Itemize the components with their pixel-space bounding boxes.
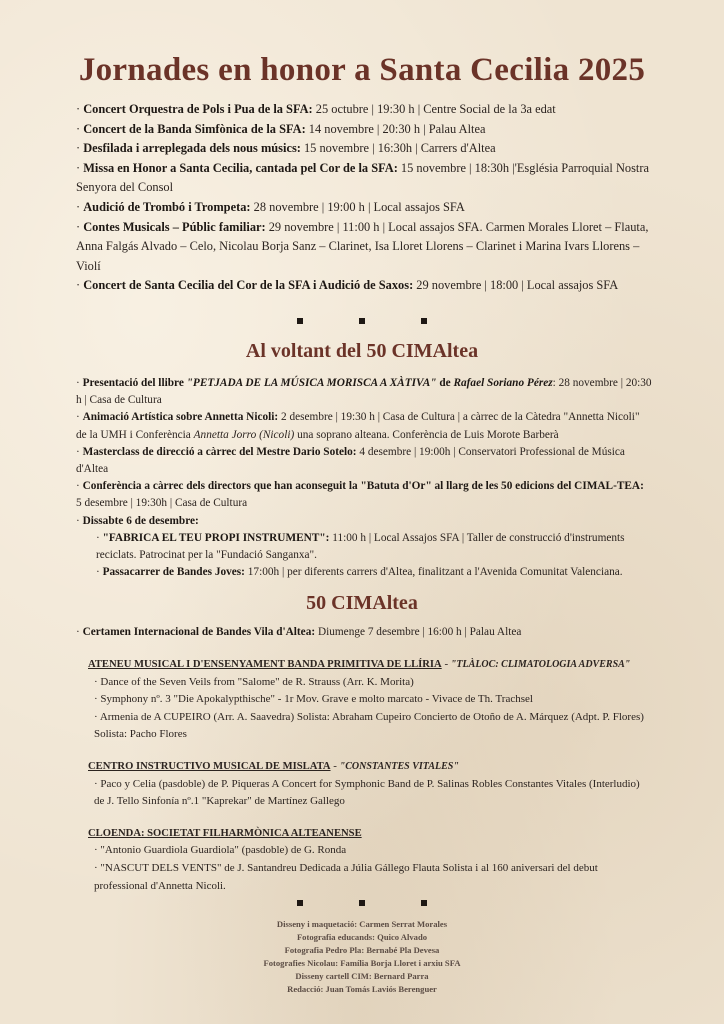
event-item: · Masterclass de direcció a càrrec del Mestre Dario Sotelo: 4 desembre | 19:00h | Conservatori Professional de Música d'Altea xyxy=(76,445,625,476)
piece-text: Paco y Celia (pasdoble) de P. Piqueras A Concert for Symphonic Band de P. Salinas Robles Constantes Vitales (Interludio) de J. Tello Sinfonía nº.1 "Kaprekar" de Martínez Gallego xyxy=(94,777,640,808)
event-item: · Missa en Honor a Santa Cecilia, cantada pel Cor de la SFA: 15 novembre | 18:30h |'Església Parroquial Nostra Senyora del Consol xyxy=(76,160,649,195)
band-name: CLOENDA: SOCIETAT FILHARMÒNICA ALTEANENSE xyxy=(88,827,362,839)
event-details: 29 novembre | 18:00 | Local assajos SFA xyxy=(413,278,619,293)
credit-line: Fotografia Pedro Pla: Bernabé Pla Devesa xyxy=(284,945,440,955)
band-name: ATENEU MUSICAL I D'ENSENYAMENT BANDA PRIMITIVA DE LLÍRIA xyxy=(88,659,442,670)
event-details: 17:00h | per diferents carrers d'Altea, finalitzant a l'Avenida Comunitat Valenciana. xyxy=(244,566,623,579)
event-title: Concert de la Banda Simfònica de la SFA: xyxy=(83,121,306,136)
event-title: Certamen Internacional de Bandes Vila d'Altea: xyxy=(82,626,316,638)
events-list xyxy=(76,100,652,296)
event-details: 15 novembre | 18:30h |'Església Parroquial Nostra Senyora del Consol xyxy=(76,160,649,195)
conference-title: Annetta Jorro (Nicoli) xyxy=(193,428,295,441)
certamen-line xyxy=(76,624,652,642)
event-details: 4 desembre | 19:00h | Conservatori Professional de Música d'Altea xyxy=(76,445,625,476)
program-title: "CONSTANTES VITALES" xyxy=(339,760,459,772)
event-title: Audició de Trombó i Trompeta: xyxy=(83,199,251,214)
program-piece: · Paco y Celia (pasdoble) de P. Piqueras A Concert for Symphonic Band de P. Salinas Robles Constantes Vitales (Interludio) de J. Tello Sinfonía nº.1 "Kaprekar" de Martínez Gallego xyxy=(94,777,640,808)
event-title: Passacarrer de Bandes Joves: xyxy=(102,566,245,579)
event-title: Contes Musicals – Públic familiar: xyxy=(83,219,266,234)
program-piece: · Symphony nº. 3 "Die Apokalypthische" - 1r Mov. Grave e molto marcato - Vivace de Th. Trachsel xyxy=(94,693,533,706)
piece-text: Armenia de A CUPEIRO (Arr. A. Saavedra) Solista: Abraham Cupeiro Concierto de Otoño de A. Márquez (Adpt. P. Flores) Solista: Pacho Flores xyxy=(94,710,644,741)
event-item: · Concert de la Banda Simfònica de la SFA: 14 novembre | 20:30 h | Palau Altea xyxy=(76,121,486,136)
event-details: 25 octubre | 19:30 h | Centre Social de la 3a edat xyxy=(312,102,556,116)
event-title: Desfilada i arreplegada dels nous músics: xyxy=(83,141,301,156)
event-item: · Certamen Internacional de Bandes Vila d'Altea: Diumenge 7 desembre | 16:00 h | Palau Altea xyxy=(76,626,522,638)
program-piece: · Armenia de A CUPEIRO (Arr. A. Saavedra) Solista: Abraham Cupeiro Concierto de Otoño de A. Márquez (Adpt. P. Flores) Solista: Pacho Flores xyxy=(94,710,644,741)
event-item: · Concert de Santa Cecilia del Cor de la SFA i Audició de Saxos: 29 novembre | 18:00 | Local assajos SFA xyxy=(76,278,619,293)
page-title: Jornades en honor a Santa Cecilia 2025 xyxy=(78,52,646,88)
band-programs xyxy=(88,656,648,909)
event-title: Dissabte 6 de desembre: xyxy=(82,514,199,527)
separator-dots xyxy=(0,316,724,326)
piece-text: "NASCUT DELS VENTS" de J. Santandreu Dedicada a Júlia Gállego Flauta Solista i al 160 aniversari del debut professional d'Annetta Nicoli. xyxy=(94,861,598,892)
piece-text: Dance of the Seven Veils from "Salome" de R. Strauss (Arr. K. Morita) xyxy=(100,675,414,688)
program-piece: · Dance of the Seven Veils from "Salome" de R. Strauss (Arr. K. Morita) xyxy=(94,675,414,688)
event-title: "FABRICA EL TEU PROPI INSTRUMENT": xyxy=(102,531,330,544)
event-details: 15 novembre | 16:30h | Carrers d'Altea xyxy=(300,141,496,156)
event-details: 2 desembre | 19:30 h | Casa de Cultura | a càrrec de la Càtedra "Annetta Nicoli" de la UMH i Conferència xyxy=(76,411,640,441)
event-item: · Desfilada i arreplegada dels nous músics: 15 novembre | 16:30h | Carrers d'Altea xyxy=(76,141,496,156)
event-details: una soprano alteana. Conferència de Luis Morote Barberà xyxy=(294,428,559,441)
event-item: · Conferència a càrrec dels directors que han aconseguit la "Batuta d'Or" al llarg de les 50 edicions del CIMAL-TEA: 5 desembre | 19:30h | Casa de Cultura xyxy=(76,480,644,510)
credit-line: Redacció: Juan Tomás Laviós Berenguer xyxy=(287,984,437,994)
event-title: Concert Orquestra de Pols i Pua de la SFA: xyxy=(83,102,313,116)
credit-line: Disseny i maquetació: Carmen Serrat Morales xyxy=(276,919,448,929)
event-item: · Presentació del llibre "PETJADA DE LA MÚSICA MORISCA A XÀTIVA" de Rafael Soriano Pérez: 28 novembre | 20:30 h | Casa de Cultura xyxy=(76,377,652,407)
event-item: · Dissabte 6 de desembre: xyxy=(76,514,199,527)
band-program xyxy=(88,825,648,895)
credit-line: Fotografia educands: Quico Alvado xyxy=(296,932,428,942)
event-subitem: · Passacarrer de Bandes Joves: 17:00h | per diferents carrers d'Altea, finalitzant a l'Avenida Comunitat Valenciana. xyxy=(96,566,623,579)
event-details: : 28 novembre | 20:30 h | Casa de Cultura xyxy=(76,377,652,407)
event-details: 28 novembre | 19:00 h | Local assajos SFA xyxy=(250,199,465,214)
event-item: · Audició de Trombó i Trompeta: 28 novembre | 19:00 h | Local assajos SFA xyxy=(76,199,465,214)
section-title-cimaltea-around: Al voltant del 50 CIMAltea xyxy=(245,340,479,362)
book-title: "PETJADA DE LA MÚSICA MORISCA A XÀTIVA" xyxy=(186,377,437,389)
author-name: Rafael Soriano Pérez xyxy=(453,377,553,389)
cimaltea-events xyxy=(76,375,652,581)
credit-line: Fotografies Nicolau: Família Borja Lloret i arxiu SFA xyxy=(263,958,461,968)
event-title: Conferència a càrrec dels directors que han aconseguit la "Batuta d'Or" al llarg de les 50 edicions del CIMAL-TEA: xyxy=(82,480,644,493)
event-title: de xyxy=(436,377,454,389)
piece-text: "Antonio Guardiola Guardiola" (pasdoble) de G. Ronda xyxy=(100,844,347,857)
event-title: Masterclass de direcció a càrrec del Mestre Dario Sotelo: xyxy=(82,445,357,458)
event-title: Animació Artística sobre Annetta Nicoli: xyxy=(82,411,279,424)
event-details: 14 novembre | 20:30 h | Palau Altea xyxy=(305,121,486,136)
event-item: · Animació Artística sobre Annetta Nicoli: 2 desembre | 19:30 h | Casa de Cultura | a càrrec de la Càtedra "Annetta Nicoli" de la UMH i Conferència Annetta Jorro (Nicoli) una soprano alteana. Conferència de Luis Morote Barberà xyxy=(76,411,640,441)
event-subitem: · "FABRICA EL TEU PROPI INSTRUMENT": 11:00 h | Local Assajos SFA | Taller de construcció d'instruments reciclats. Patrocinat per la "Fundació Sanganxa". xyxy=(96,531,625,562)
band-program: ATENEU MUSICAL I D'ENSENYAMENT BANDA PRIMITIVA DE LLÍRIA - "TLÀLOC: CLIMATOLOGIA ADVERSA" · Dance of the Seven Veils from "Salome" de R. Strauss (Arr. K. Morita) · Symphony nº. 3 "Die Apokalypthische" - 1r Mov. Grave e molto marcato - Vivace de Th. Trachsel · Armenia de A CUPEIRO (Arr. A. Saavedra) Solista: Abraham Cupeiro Concierto de Otoño de A. Márquez (Adpt. P. Flores) Solista: Pacho Flores xyxy=(88,656,648,744)
event-title: Presentació del llibre xyxy=(82,377,187,389)
event-details: 11:00 h | Local Assajos SFA | Taller de construcció d'instruments reciclats. Patrocinat per la "Fundació Sanganxa". xyxy=(96,531,625,562)
credit-line: Disseny cartell CIM: Bernard Parra xyxy=(295,971,429,981)
band-program: CENTRO INSTRUCTIVO MUSICAL DE MISLATA - "CONSTANTES VITALES" · Paco y Celia (pasdoble) de P. Piqueras A Concert for Symphonic Band de P. Salinas Robles Constantes Vitales (Interludio) de J. Tello Sinfonía nº.1 "Kaprekar" de Martínez Gallego xyxy=(88,758,648,811)
event-item: · Contes Musicals – Públic familiar: 29 novembre | 11:00 h | Local assajos SFA. Carmen Morales Lloret – Flauta, Anna Falgás Alvado – Celo, Nicolau Borja Sanz – Clarinet, Isa Lloret Llorens – Clarinet i Marina Ivars Llorens – Violí xyxy=(76,219,649,273)
separator-dots xyxy=(0,898,724,908)
event-title: Missa en Honor a Santa Cecilia, cantada pel Cor de la SFA: xyxy=(83,160,398,175)
band-name: CENTRO INSTRUCTIVO MUSICAL DE MISLATA xyxy=(88,760,331,772)
event-title: Concert de Santa Cecilia del Cor de la SFA i Audició de Saxos: xyxy=(83,278,414,293)
piece-text: Symphony nº. 3 "Die Apokalypthische" - 1r Mov. Grave e molto marcato - Vivace de Th. Trachsel xyxy=(100,693,533,706)
event-details: Diumenge 7 desembre | 16:00 h | Palau Altea xyxy=(315,626,522,638)
credits xyxy=(0,918,724,996)
program-title: "TLÀLOC: CLIMATOLOGIA ADVERSA" xyxy=(450,659,631,670)
event-details: 5 desembre | 19:30h | Casa de Cultura xyxy=(76,497,248,510)
program-piece: · "Antonio Guardiola Guardiola" (pasdoble) de G. Ronda xyxy=(94,844,347,857)
program-piece: · "NASCUT DELS VENTS" de J. Santandreu Dedicada a Júlia Gállego Flauta Solista i al 160 aniversari del debut professional d'Annetta Nicoli. xyxy=(94,861,598,892)
section-title-cimaltea: 50 CIMAltea xyxy=(306,592,418,614)
event-item: · Concert Orquestra de Pols i Pua de la SFA: 25 octubre | 19:30 h | Centre Social de la 3a edat xyxy=(76,102,556,116)
event-details: 29 novembre | 11:00 h | Local assajos SFA. Carmen Morales Lloret – Flauta, Anna Falgás Alvado – Celo, Nicolau Borja Sanz – Clarinet, Isa Lloret Llorens – Clarinet i Marina Ivars Llorens – Violí xyxy=(76,219,649,273)
